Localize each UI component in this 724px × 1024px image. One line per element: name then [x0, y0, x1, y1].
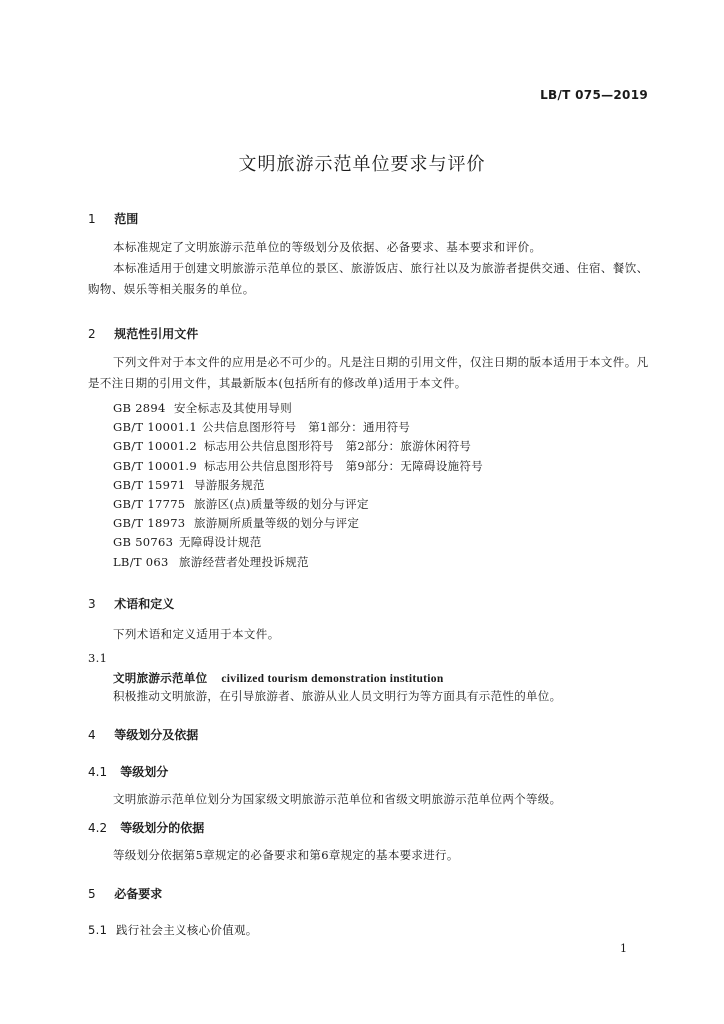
subsection-5-1	[88, 922, 258, 938]
section-3-paragraph: 下列术语和定义适用于本文件。	[113, 627, 280, 641]
reference-item: GB 50763 无障碍设计规范	[113, 535, 262, 550]
page-number: 1	[620, 942, 627, 955]
section-title: 必备要求	[114, 887, 163, 901]
section-2-heading	[88, 325, 198, 342]
term-entry	[113, 670, 444, 686]
term-english: civilized tourism demonstration institution	[221, 673, 444, 685]
standard-code: LB/T 075—2019	[540, 88, 648, 102]
term-definition: 积极推动文明旅游，在引导旅游者、旅游从业人员文明行为等方面具有示范性的单位。	[113, 689, 562, 703]
term-chinese: 文明旅游示范单位	[113, 671, 208, 685]
section-1-heading	[88, 210, 138, 227]
section-1-paragraph-2: 本标准适用于创建文明旅游示范单位的景区、旅游饭店、旅行社以及为旅游者提供交通、住宿、餐饮、购物、娱乐等相关服务的单位。	[88, 261, 649, 296]
section-2-paragraph: 下列文件对于本文件的应用是必不可少的。凡是注日期的引用文件，仅注日期的版本适用于本文件。凡是不注日期的引用文件，其最新版本(包括所有的修改单)适用于本文件。	[88, 355, 649, 390]
section-number: 5.1	[88, 923, 108, 937]
section-1-paragraph-1: 本标准规定了文明旅游示范单位的等级划分及依据、必备要求、基本要求和评价。	[113, 240, 542, 254]
section-title: 等级划分及依据	[114, 728, 199, 742]
normative-references-list	[113, 399, 483, 572]
reference-item: GB/T 18973 旅游厕所质量等级的划分与评定	[113, 516, 360, 531]
reference-item: GB/T 10001.1 公共信息图形符号 第1部分：通用符号	[113, 420, 411, 435]
subsection-4-1-text: 文明旅游示范单位划分为国家级文明旅游示范单位和省级文明旅游示范单位两个等级。	[113, 792, 562, 806]
section-4-heading	[88, 726, 198, 743]
document-title: 文明旅游示范单位要求与评价	[238, 154, 486, 175]
subsection-4-2-text: 等级划分依据第5章规定的必备要求和第6章规定的基本要求进行。	[113, 848, 459, 862]
reference-item: LB/T 063 旅游经营者处理投诉规范	[113, 554, 309, 569]
section-number: 3	[88, 597, 96, 611]
reference-item: GB/T 17775 旅游区(点)质量等级的划分与评定	[113, 497, 369, 512]
section-number: 1	[88, 212, 96, 226]
subsection-4-2-heading	[88, 819, 204, 836]
reference-item: GB/T 10001.2 标志用公共信息图形符号 第2部分：旅游休闲符号	[113, 439, 472, 454]
subsection-5-1-text: 践行社会主义核心价值观。	[116, 923, 258, 937]
section-number: 4.2	[88, 821, 108, 835]
section-3-heading	[88, 595, 174, 612]
subsection-3-1-number: 3.1	[88, 651, 108, 665]
section-number: 2	[88, 327, 96, 341]
section-title: 规范性引用文件	[114, 327, 199, 341]
section-title: 等级划分	[120, 765, 169, 779]
section-5-heading	[88, 885, 162, 902]
section-title: 等级划分的依据	[120, 821, 205, 835]
reference-item: GB 2894 安全标志及其使用导则	[113, 401, 292, 415]
subsection-4-1-heading	[88, 763, 168, 780]
section-number: 5	[88, 887, 96, 901]
section-title: 范围	[114, 212, 139, 226]
section-title: 术语和定义	[114, 597, 175, 611]
section-number: 4	[88, 728, 96, 742]
reference-item: GB/T 15971 导游服务规范	[113, 477, 265, 492]
reference-item: GB/T 10001.9 标志用公共信息图形符号 第9部分：无障碍设施符号	[113, 458, 484, 473]
section-number: 4.1	[88, 765, 108, 779]
